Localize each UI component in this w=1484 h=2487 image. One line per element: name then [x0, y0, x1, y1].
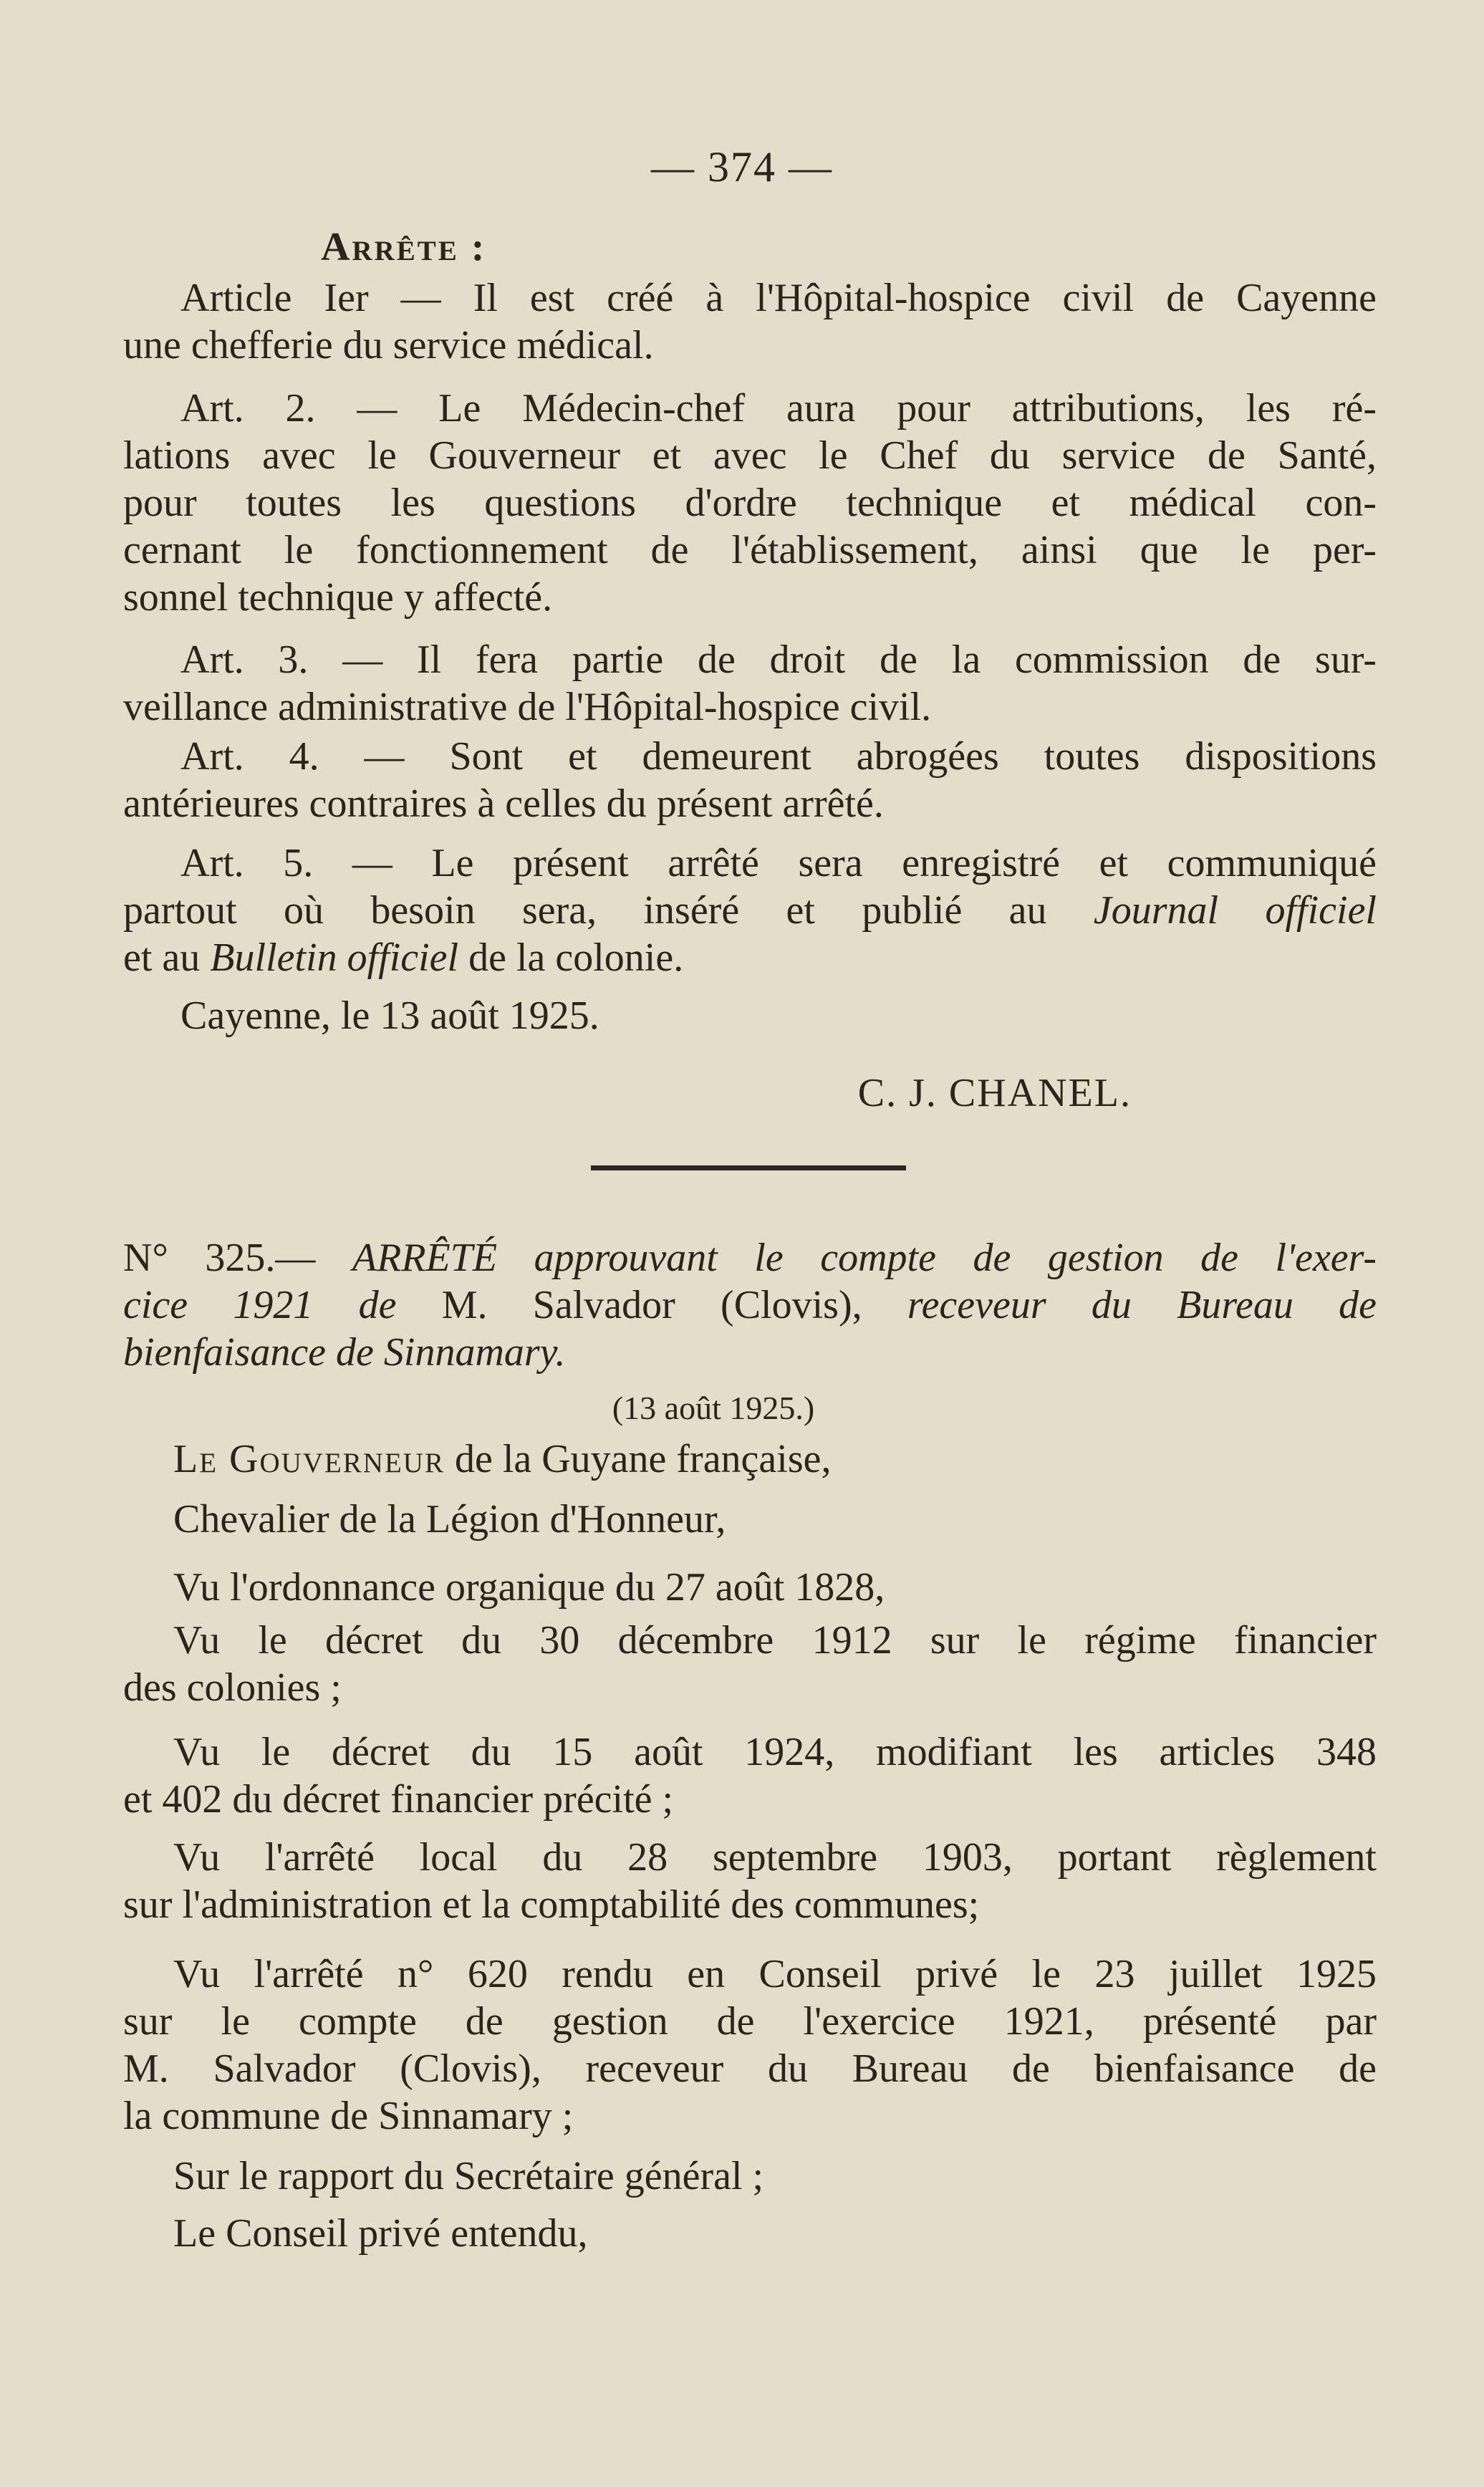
- article-2-line-2: lations avec le Gouverneur et avec le Chef du service de Santé,: [123, 433, 1377, 478]
- conseil-line: Le Conseil privé entendu,: [173, 2211, 588, 2256]
- section-divider: [591, 1165, 906, 1170]
- signature: C. J. CHANEL.: [857, 1071, 1132, 1115]
- article-1-line-2: une chefferie du service médical.: [123, 323, 654, 367]
- vu-decret-1924-line-2: et 402 du décret financier précité ;: [123, 1777, 674, 1822]
- article-5-line-3: et au Bulletin officiel de la colonie.: [123, 935, 684, 980]
- vu-arrete-1903-line-1: Vu l'arrêté local du 28 septembre 1903, portant règlement: [173, 1835, 1377, 1880]
- vu-arrete-620-line-2: sur le compte de gestion de l'exercice 1921, présenté par: [123, 1999, 1377, 2044]
- page-number: — 374 —: [651, 143, 833, 191]
- article-3-line-1: Art. 3. — Il fera partie de droit de la commission de sur-: [180, 638, 1377, 682]
- decree-date: (13 août 1925.): [612, 1390, 815, 1426]
- article-2-line-4: cernant le fonctionnement de l'établissement, ainsi que le per-: [123, 528, 1377, 572]
- governor-line: Le Gouverneur de la Guyane française,: [173, 1437, 832, 1481]
- article-5-line-2: partout où besoin sera, inséré et publié au Journal officiel: [123, 888, 1377, 933]
- place-date: Cayenne, le 13 août 1925.: [180, 994, 599, 1038]
- article-4-line-1: Art. 4. — Sont et demeurent abrogées toutes dispositions: [180, 734, 1377, 779]
- decree-title-line-1: N° 325.— ARRÊTÉ approuvant le compte de gestion de l'exer-: [123, 1236, 1377, 1280]
- vu-arrete-620-line-3: M. Salvador (Clovis), receveur du Bureau de bienfaisance de: [123, 2046, 1377, 2091]
- decree-title-line-2: cice 1921 de M. Salvador (Clovis), receveur du Bureau de: [123, 1283, 1377, 1327]
- article-2-line-5: sonnel technique y affecté.: [123, 575, 553, 620]
- decree-title-line-3: bienfaisance de Sinnamary.: [123, 1330, 566, 1375]
- arrete-heading: Arrête :: [321, 225, 487, 269]
- vu-arrete-620-line-4: la commune de Sinnamary ;: [123, 2094, 574, 2138]
- article-4-line-2: antérieures contraires à celles du présent arrêté.: [123, 781, 884, 826]
- article-1-line-1: Article Ier — Il est créé à l'Hôpital-hospice civil de Cayenne: [180, 276, 1377, 320]
- chevalier-line: Chevalier de la Légion d'Honneur,: [173, 1497, 726, 1541]
- article-3-line-2: veillance administrative de l'Hôpital-hospice civil.: [123, 685, 932, 729]
- article-2-line-1: Art. 2. — Le Médecin-chef aura pour attributions, les ré-: [180, 386, 1377, 430]
- vu-decret-1912-line-2: des colonies ;: [123, 1665, 342, 1710]
- vu-ordonnance: Vu l'ordonnance organique du 27 août 1828,: [173, 1565, 885, 1610]
- vu-arrete-1903-line-2: sur l'administration et la comptabilité des communes;: [123, 1882, 980, 1927]
- article-5-line-1: Art. 5. — Le présent arrêté sera enregistré et communiqué: [180, 841, 1377, 885]
- article-2-line-3: pour toutes les questions d'ordre technique et médical con-: [123, 481, 1377, 525]
- rapport-line: Sur le rapport du Secrétaire général ;: [173, 2154, 764, 2198]
- vu-decret-1912-line-1: Vu le décret du 30 décembre 1912 sur le régime financier: [173, 1618, 1377, 1663]
- vu-decret-1924-line-1: Vu le décret du 15 août 1924, modifiant les articles 348: [173, 1730, 1377, 1774]
- vu-arrete-620-line-1: Vu l'arrêté n° 620 rendu en Conseil privé le 23 juillet 1925: [173, 1952, 1377, 1996]
